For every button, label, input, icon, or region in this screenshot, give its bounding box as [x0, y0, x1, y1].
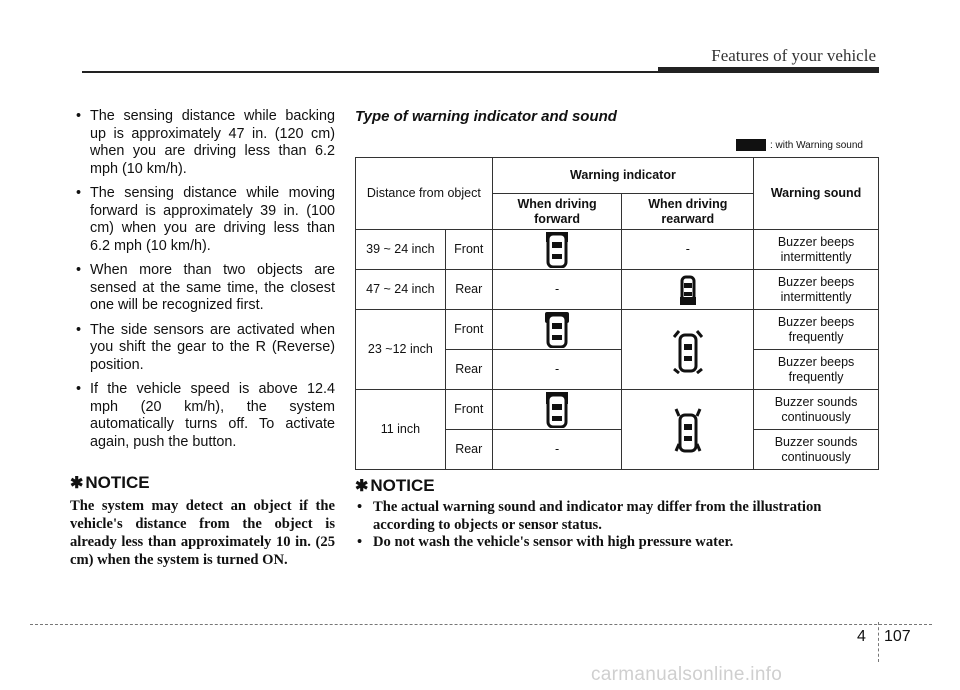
direction-cell: Rear	[445, 350, 492, 390]
bullet-item: • The side sensors are activated when you shift the gear to the R (Reverse) position.	[70, 322, 335, 375]
notice-section-2	[355, 476, 880, 552]
header-indicator: Warning indicator	[492, 158, 753, 194]
notice-item: • The actual warning sound and indicator may differ from the illustration according to objects or sensor status.	[355, 499, 880, 534]
forward-indicator-cell: -	[492, 350, 622, 390]
notice-star-icon: ✱	[355, 478, 369, 495]
notice-heading	[355, 476, 880, 496]
car-side-sensors-icon	[673, 326, 703, 374]
footer-divider	[878, 622, 879, 662]
car-front-warning-icon	[546, 392, 568, 428]
sound-cell: Buzzer beeps frequently	[754, 310, 879, 350]
sound-cell: Buzzer beeps intermittently	[754, 270, 879, 310]
sensing-bullets	[70, 108, 335, 451]
notice-item: • Do not wash the vehicle's sensor with high pressure water.	[355, 534, 880, 552]
car-front-warning-icon	[546, 232, 568, 268]
right-column	[355, 108, 880, 464]
direction-cell: Rear	[445, 430, 492, 470]
car-front-warning-icon	[545, 312, 569, 348]
left-column	[70, 108, 335, 569]
direction-cell: Front	[445, 310, 492, 350]
header-sound: Warning sound	[754, 158, 879, 230]
header-distance: Distance from object	[356, 158, 493, 230]
header-forward: When driving forward	[492, 194, 622, 230]
bullet-item: • If the vehicle speed is above 12.4 mph (20 km/h), the system automatically turns off. To activate again, push the button.	[70, 381, 335, 451]
sound-cell: Buzzer sounds continuously	[754, 390, 879, 430]
rearward-indicator-cell	[622, 390, 754, 470]
page-header-title: Features of your vehicle	[711, 46, 876, 65]
notice-heading	[70, 473, 335, 493]
sound-cell: Buzzer beeps frequently	[754, 350, 879, 390]
notice-body: The system may detect an object if the vehicle's distance from the object is already less than approximately 10 in. (25 cm) when the system is turned ON.	[70, 498, 335, 568]
distance-cell: 47 ~ 24 inch	[356, 270, 446, 310]
direction-cell: Front	[445, 230, 492, 270]
notice-star-icon: ✱	[70, 475, 84, 492]
section-title: Type of warning indicator and sound	[355, 108, 617, 125]
forward-indicator-cell	[492, 390, 622, 430]
sound-cell: Buzzer beeps intermittently	[754, 230, 879, 270]
notice-list	[355, 499, 880, 552]
bullet-item: • The sensing distance while backing up is approximately 47 in. (120 cm) when you are driving less than 6.2 mph (10 km/h).	[70, 108, 335, 178]
sound-cell: Buzzer sounds continuously	[754, 430, 879, 470]
legend-swatch	[736, 139, 766, 151]
notice-title: NOTICE	[370, 476, 435, 495]
header-rule-accent	[658, 67, 879, 73]
header-rearward: When driving rearward	[622, 194, 754, 230]
forward-indicator-cell: -	[492, 270, 622, 310]
legend-label: : with Warning sound	[769, 139, 863, 151]
car-rear-warning-icon	[680, 275, 696, 305]
forward-indicator-cell	[492, 230, 622, 270]
bullet-item: • When more than two objects are sensed at the same time, the closest one will be recognized first.	[70, 262, 335, 315]
chapter-number: 4	[857, 628, 866, 645]
legend	[736, 139, 863, 151]
page-number: 107	[884, 628, 911, 645]
car-side-sensors-icon	[674, 406, 702, 454]
watermark: carmanualsonline.info	[591, 664, 783, 685]
forward-indicator-cell	[492, 310, 622, 350]
direction-cell: Rear	[445, 270, 492, 310]
footer-rule	[30, 624, 932, 625]
notice-title: NOTICE	[85, 473, 150, 492]
distance-cell: 39 ~ 24 inch	[356, 230, 446, 270]
warning-table	[355, 157, 879, 470]
rearward-indicator-cell: -	[622, 230, 754, 270]
distance-cell: 23 ~12 inch	[356, 310, 446, 390]
bullet-item: • The sensing distance while moving forward is approximately 39 in. (100 cm) when you are driving less than 6.2 mph (10 km/h).	[70, 185, 335, 255]
forward-indicator-cell: -	[492, 430, 622, 470]
rearward-indicator-cell	[622, 270, 754, 310]
rearward-indicator-cell	[622, 310, 754, 390]
direction-cell: Front	[445, 390, 492, 430]
distance-cell: 11 inch	[356, 390, 446, 470]
